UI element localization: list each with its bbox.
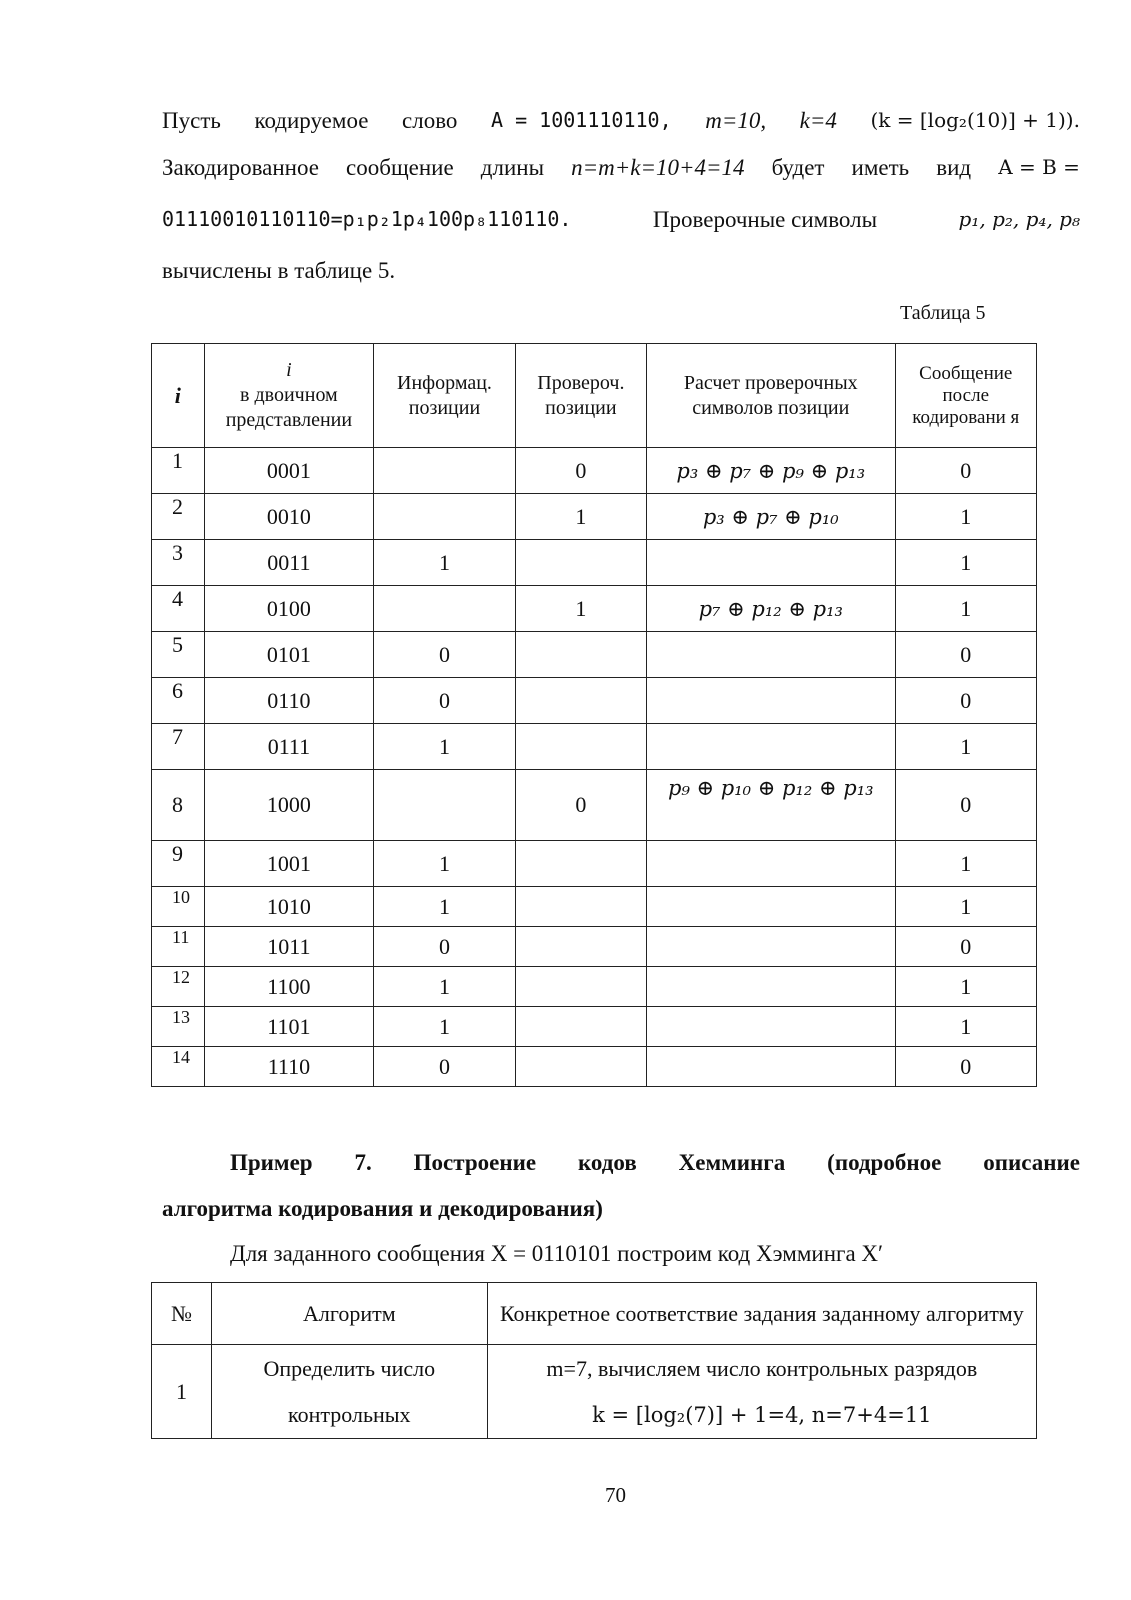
cell-calc	[647, 887, 896, 927]
word: сообщение	[346, 155, 454, 180]
cell-msg: 0	[895, 632, 1036, 678]
example-title-line-2: алгоритма кодирования и декодирования)	[162, 1196, 603, 1221]
word: будет	[771, 155, 825, 180]
cell-info: 0	[374, 632, 515, 678]
page-number: 70	[605, 1483, 626, 1507]
cell-check	[515, 1047, 646, 1087]
header-no: №	[152, 1283, 212, 1345]
word: Проверочные символы	[652, 207, 878, 232]
header-i: i	[152, 344, 205, 448]
cell-i: 10	[152, 887, 205, 927]
header-message: Сообщение после кодировани я	[895, 344, 1036, 448]
cell-i: 4	[152, 586, 205, 632]
word: кодируемое	[254, 108, 369, 133]
cell-bin: 1001	[204, 841, 374, 887]
cell-check	[515, 724, 646, 770]
algorithm-line-1: Определить число	[263, 1355, 436, 1381]
table-row	[152, 887, 1037, 927]
cell-i: 11	[152, 927, 205, 967]
header-calc: Расчет проверочных символов позиции	[647, 344, 896, 448]
title-word: (подробное	[827, 1150, 942, 1175]
formula-k: (k = [log₂(10)] + 1)).	[870, 108, 1080, 132]
cell-calc	[647, 1007, 896, 1047]
cell-calc	[647, 540, 896, 586]
word-k: k=4	[799, 108, 837, 133]
cell-check	[515, 1007, 646, 1047]
table-row	[152, 967, 1037, 1007]
cell-i: 12	[152, 967, 205, 1007]
title-word: Хемминга	[678, 1150, 786, 1175]
cell-info: 1	[374, 841, 515, 887]
cell-info: 1	[374, 887, 515, 927]
example-intro: Для заданного сообщения X = 0110101 построим код Хэмминга X′	[230, 1241, 884, 1266]
cell-info: 1	[374, 724, 515, 770]
cell-msg: 1	[895, 967, 1036, 1007]
cell-msg: 0	[895, 1047, 1036, 1087]
cell-check	[515, 678, 646, 724]
cell-msg: 0	[895, 927, 1036, 967]
cell-calc	[647, 724, 896, 770]
word: Пусть	[162, 108, 221, 133]
cell-calc: p₉ ⊕ p₁₀ ⊕ p₁₂ ⊕ p₁₃	[647, 770, 896, 841]
word: слово	[402, 108, 458, 133]
header-specific: Конкретное соответствие задания заданному алгоритму	[487, 1283, 1036, 1345]
cell-check	[515, 632, 646, 678]
cell-msg: 1	[895, 586, 1036, 632]
word: вид	[936, 155, 972, 180]
header-info: Информац. позиции	[374, 344, 515, 448]
algorithm-table	[151, 1282, 1037, 1439]
cell-bin: 1011	[204, 927, 374, 967]
cell-info	[374, 448, 515, 494]
paragraph-line-2	[162, 155, 1080, 181]
paragraph-line-3	[162, 207, 1080, 233]
cell-msg: 1	[895, 724, 1036, 770]
encoded-message: 01110010110110=p₁p₂1p₄100p₈110110.	[162, 207, 572, 231]
algorithm-line-2: контрольных	[288, 1401, 411, 1427]
cell-i: 13	[152, 1007, 205, 1047]
cell-i: 2	[152, 494, 205, 540]
cell-i: 3	[152, 540, 205, 586]
cell-check	[515, 967, 646, 1007]
cell-info	[374, 770, 515, 841]
cell-calc: p₇ ⊕ p₁₂ ⊕ p₁₃	[647, 586, 896, 632]
cell-msg: 1	[895, 540, 1036, 586]
table-row	[152, 540, 1037, 586]
example-title-line-1	[230, 1150, 1080, 1176]
cell-msg: 1	[895, 1007, 1036, 1047]
specific-line-2: k = [log₂(7)] + 1=4, n=7+4=11	[592, 1402, 932, 1427]
table-row	[152, 586, 1037, 632]
cell-calc	[647, 1047, 896, 1087]
title-word: описание	[983, 1150, 1080, 1175]
cell-i: 5	[152, 632, 205, 678]
table-row	[152, 632, 1037, 678]
table-row	[152, 927, 1037, 967]
specific-line-1: m=7, вычисляем число контрольных разрядов	[546, 1355, 978, 1381]
cell-bin: 0010	[204, 494, 374, 540]
cell-bin: 1010	[204, 887, 374, 927]
header-binary-i: i	[286, 359, 292, 381]
cell-calc	[647, 927, 896, 967]
cell-info	[374, 586, 515, 632]
cell-i: 6	[152, 678, 205, 724]
word-encoded-word: A = 1001110110,	[491, 108, 672, 132]
header-binary	[204, 344, 374, 448]
cell-info	[374, 494, 515, 540]
cell-msg: 1	[895, 887, 1036, 927]
cell-i: 9	[152, 841, 205, 887]
table-header-row	[152, 1283, 1037, 1345]
title-word: Пример	[230, 1150, 313, 1175]
cell-info: 0	[374, 678, 515, 724]
table-row	[152, 841, 1037, 887]
cell-check	[515, 887, 646, 927]
word: длины	[480, 155, 545, 180]
word: Закодированное	[162, 155, 319, 180]
cell-check: 1	[515, 586, 646, 632]
cell-bin: 0100	[204, 586, 374, 632]
word-n-formula: n=m+k=10+4=14	[571, 155, 745, 180]
cell-check	[515, 540, 646, 586]
cell-check: 1	[515, 494, 646, 540]
cell-info: 0	[374, 1047, 515, 1087]
cell-bin: 0110	[204, 678, 374, 724]
cell-i: 8	[152, 770, 205, 841]
cell-i: 14	[152, 1047, 205, 1087]
header-algorithm: Алгоритм	[211, 1283, 487, 1345]
cell-calc	[647, 841, 896, 887]
cell-i: 1	[152, 448, 205, 494]
cell-msg: 0	[895, 770, 1036, 841]
table-header-row	[152, 344, 1037, 448]
cell-bin: 0111	[204, 724, 374, 770]
title-word: Построение	[413, 1150, 537, 1175]
cell-msg: 1	[895, 494, 1036, 540]
check-symbols: p₁, p₂, p₄, p₈	[958, 207, 1080, 231]
cell-msg: 0	[895, 678, 1036, 724]
paragraph-line-4: вычислены в таблице 5.	[162, 258, 396, 283]
header-check: Провероч. позиции	[515, 344, 646, 448]
table-row	[152, 678, 1037, 724]
cell-no: 1	[152, 1345, 212, 1439]
table-row	[152, 448, 1037, 494]
cell-bin: 1000	[204, 770, 374, 841]
cell-bin: 1110	[204, 1047, 374, 1087]
table-row	[152, 724, 1037, 770]
table-caption: Таблица 5	[900, 302, 986, 324]
table-row	[152, 494, 1037, 540]
cell-calc: p₃ ⊕ p₇ ⊕ p₁₀	[647, 494, 896, 540]
cell-bin: 0001	[204, 448, 374, 494]
cell-algorithm	[211, 1345, 487, 1439]
cell-check	[515, 927, 646, 967]
cell-info: 1	[374, 540, 515, 586]
word: иметь	[851, 155, 910, 180]
title-word: 7.	[354, 1150, 372, 1175]
table-5	[151, 343, 1037, 1087]
formula-ab: A = B =	[998, 155, 1080, 179]
cell-info: 1	[374, 967, 515, 1007]
cell-msg: 0	[895, 448, 1036, 494]
cell-calc	[647, 967, 896, 1007]
cell-info: 1	[374, 1007, 515, 1047]
cell-bin: 0101	[204, 632, 374, 678]
cell-calc	[647, 632, 896, 678]
cell-bin: 1100	[204, 967, 374, 1007]
cell-calc	[647, 678, 896, 724]
title-word: кодов	[577, 1150, 637, 1175]
header-binary-label: в двоичном представлении	[225, 384, 353, 431]
cell-specific	[487, 1345, 1036, 1439]
table-row	[152, 1345, 1037, 1439]
table-row	[152, 1007, 1037, 1047]
cell-info: 0	[374, 927, 515, 967]
table-row	[152, 770, 1037, 841]
cell-bin: 1101	[204, 1007, 374, 1047]
table-row	[152, 1047, 1037, 1087]
cell-calc: p₃ ⊕ p₇ ⊕ p₉ ⊕ p₁₃	[647, 448, 896, 494]
cell-check: 0	[515, 770, 646, 841]
word-m: m=10,	[705, 108, 767, 133]
paragraph-line-1	[162, 108, 1080, 134]
cell-i: 7	[152, 724, 205, 770]
cell-check: 0	[515, 448, 646, 494]
cell-check	[515, 841, 646, 887]
cell-msg: 1	[895, 841, 1036, 887]
cell-bin: 0011	[204, 540, 374, 586]
